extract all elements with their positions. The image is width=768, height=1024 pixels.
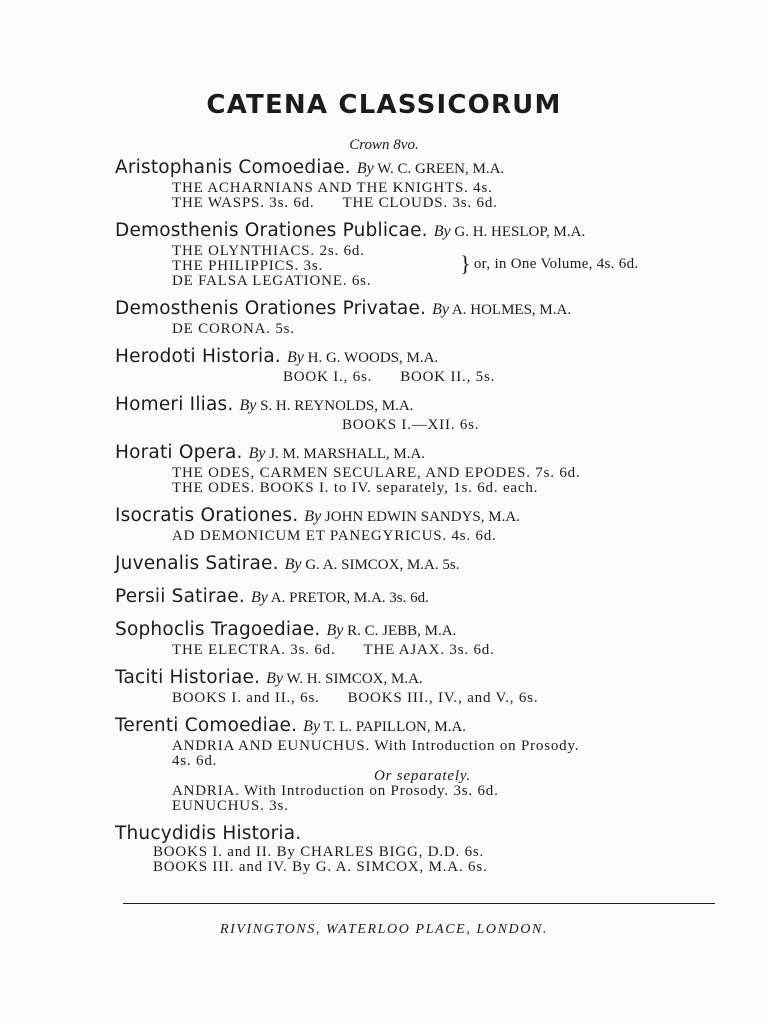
by-label: By <box>432 301 449 318</box>
by-label: By <box>356 160 374 177</box>
entry-title: Terenti Comoediae. <box>115 715 298 736</box>
entry-line: BOOKS III., IV., and V., 6s. <box>347 690 539 706</box>
entry-title: Aristophanis Comoediae. <box>115 157 351 178</box>
entry-homer <box>115 393 730 433</box>
entry-line: THE CLOUDS. 3s. 6d. <box>342 195 498 211</box>
entry-title: Sophoclis Tragoediae. <box>115 619 321 640</box>
entry-title: Herodoti Historia. <box>115 346 281 367</box>
by-label: By <box>266 670 284 687</box>
entry-title: Persii Satirae. <box>115 586 245 607</box>
by-label: By <box>304 508 322 525</box>
entry-tacitus <box>115 666 730 706</box>
entry-line: THE ACHARNIANS AND THE KNIGHTS. 4s. <box>172 180 493 196</box>
entry-line: BOOKS I. and II., 6s. <box>172 690 320 706</box>
entry-title: Juvenalis Satirae. <box>115 553 279 574</box>
entry-author: H. G. WOODS, M.A. <box>307 350 439 366</box>
entry-author: A. PRETOR, M.A. 3s. 6d. <box>270 590 429 606</box>
entry-line: THE ODES, CARMEN SECULARE, AND EPODES. 7s. 6d. <box>172 465 581 481</box>
entry-persius <box>115 585 730 610</box>
format-subtitle: Crown 8vo. <box>349 137 419 153</box>
entry-line: DE FALSA LEGATIONE. 6s. <box>172 273 372 289</box>
entry-isocrates <box>115 504 730 544</box>
catalogue-list <box>115 156 730 883</box>
by-label: By <box>433 223 451 240</box>
entry-line: BOOKS I. and II. By CHARLES BIGG, D.D. 6s. <box>153 844 485 860</box>
entry-line: AD DEMONICUM ET PANEGYRICUS. 4s. 6d. <box>172 528 497 544</box>
entry-author: G. A. SIMCOX, M.A. 5s. <box>305 557 460 573</box>
entry-author: JOHN EDWIN SANDYS, M.A. <box>324 509 520 525</box>
entry-line: THE ODES. BOOKS I. to IV. separately, 1s. 6d. each. <box>172 480 539 496</box>
entry-line: THE AJAX. 3s. 6d. <box>363 642 495 658</box>
entry-author: G. H. HESLOP, M.A. <box>454 224 586 240</box>
entry-line: Or separately. <box>373 768 472 784</box>
entry-title: Demosthenis Orationes Publicae. <box>115 220 428 241</box>
entry-title: Thucydidis Historia. <box>115 823 302 844</box>
entry-author: S. H. REYNOLDS, M.A. <box>260 398 414 414</box>
entry-line: ANDRIA. With Introduction on Prosody. 3s. 6d. <box>172 783 499 799</box>
entry-line: THE OLYNTHIACS. 2s. 6d. <box>172 243 365 259</box>
entry-aristophanes <box>115 156 730 211</box>
entry-horace <box>115 441 730 496</box>
entry-author: W. C. GREEN, M.A. <box>377 161 505 177</box>
volume-note: } or, in One Volume, 4s. 6d. <box>460 251 639 276</box>
page-title: CATENA CLASSICORUM <box>206 90 562 120</box>
footer-rule <box>123 903 715 904</box>
brace-icon: } <box>460 251 471 276</box>
entry-line: BOOK II., 5s. <box>400 369 496 385</box>
entry-line: EUNUCHUS. 3s. <box>172 798 289 814</box>
by-label: By <box>248 445 266 462</box>
publisher-imprint: RIVINGTONS, WATERLOO PLACE, LONDON. <box>219 922 549 937</box>
entry-author: T. L. PAPILLON, M.A. <box>323 719 467 735</box>
by-label: By <box>286 349 304 366</box>
entry-line: THE ELECTRA. 3s. 6d. <box>172 642 336 658</box>
entry-title: Isocratis Orationes. <box>115 505 299 526</box>
entry-herodotus <box>115 345 730 385</box>
entry-line: 4s. 6d. <box>172 753 218 769</box>
entry-thucydides <box>115 822 730 875</box>
entry-author: J. M. MARSHALL, M.A. <box>269 446 426 462</box>
entry-terence <box>115 714 730 814</box>
entry-author: W. H. SIMCOX, M.A. <box>286 671 423 687</box>
entry-line: THE WASPS. 3s. 6d. <box>172 195 315 211</box>
entry-title: Demosthenis Orationes Privatae. <box>115 298 427 319</box>
entry-demosthenes-publicae <box>115 219 730 289</box>
by-label: By <box>303 718 321 735</box>
entry-line: DE CORONA. 5s. <box>172 321 295 337</box>
by-label: By <box>250 589 268 606</box>
entry-line: BOOK I., 6s. <box>283 369 373 385</box>
entry-title: Taciti Historiae. <box>115 667 261 688</box>
entry-title: Horati Opera. <box>115 442 243 463</box>
entry-line: ANDRIA AND EUNUCHUS. With Introduction on Prosody. <box>172 738 580 754</box>
entry-line: BOOKS I.—XII. 6s. <box>342 417 480 433</box>
entry-demosthenes-privatae <box>115 297 730 337</box>
entry-title: Homeri Ilias. <box>115 394 234 415</box>
entry-author: R. C. JEBB, M.A. <box>347 623 457 639</box>
entry-sophocles <box>115 618 730 658</box>
by-label: By <box>284 556 302 573</box>
by-label: By <box>239 397 257 414</box>
entry-line: THE PHILIPPICS. 3s. <box>172 258 324 274</box>
entry-author: A. HOLMES, M.A. <box>451 302 572 318</box>
entry-line: BOOKS III. and IV. By G. A. SIMCOX, M.A. 6s. <box>153 859 488 875</box>
by-label: By <box>326 622 344 639</box>
entry-juvenal <box>115 552 730 577</box>
